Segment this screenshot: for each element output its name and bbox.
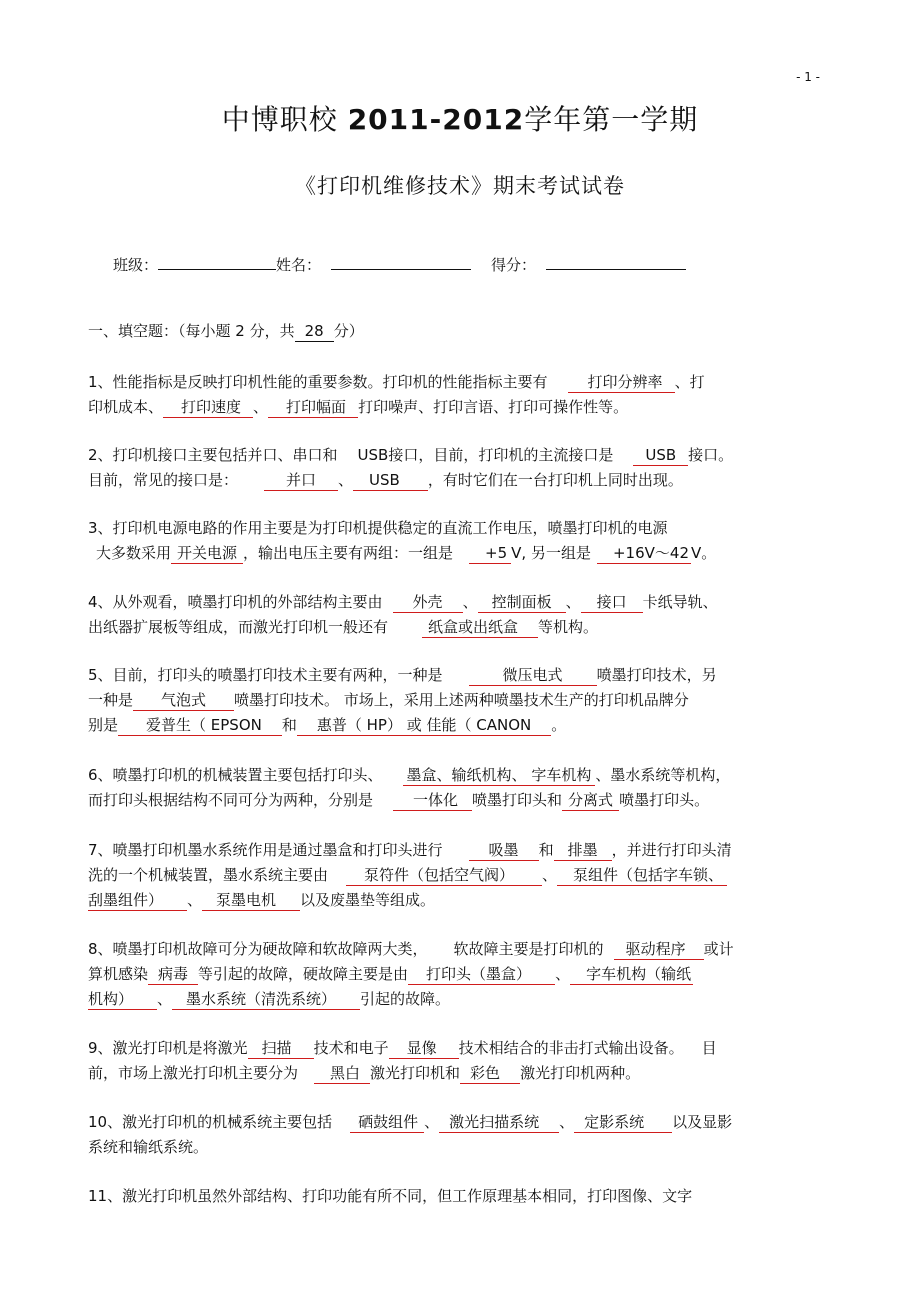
question-6: 6、喷墨打印机的机械装置主要包括打印头、 墨盒、输纸机构、 字车机构 、墨水系统等机构， 而打印头根据结构不同可分为两种，分别是 一体化 喷墨打印头和 分离式 喷墨打印头。 [88,766,731,809]
answer-blank: 纸盒或出纸盒 [422,617,538,638]
answer-blank: 控制面板 [478,592,566,613]
answer-blank: 打印速度 [163,397,253,418]
question-1: 1、性能指标是反映打印机性能的重要参数。打印机的性能指标主要有 打印分辨率 、打 印机成本、 打印速度 、 打印幅面 打印噪声、打印言语、打印可操作性等。 [88,373,705,416]
answer-blank: 开关电源 [171,543,243,564]
answer-blank: 外壳 [393,592,463,613]
question-9: 9、激光打印机是将激光 扫描 技术和电子 显像 技术相结合的非击打式输出设备。 目 前，市场上激光打印机主要分为 黑白 激光打印机和 彩色 激光打印机两种。 [88,1039,717,1082]
answer-blank: USB [633,445,688,466]
question-7: 7、喷墨打印机墨水系统作用是通过墨盒和打印头进行 吸墨 和 排墨 ，并进行打印头清 洗的一个机械装置，墨水系统主要由 泵符件（包括空气阀） 、 泵组件（包括字车锁、 刮墨组件） 、 泵墨电机 以及废墨垫等组成。 [88,841,732,909]
class-blank[interactable] [158,253,276,270]
page-number: - 1 - [796,70,820,84]
answer-blank: 定影系统 [574,1112,672,1133]
answer-blank: 刮墨组件） [88,890,187,911]
question-10: 10、激光打印机的机械系统主要包括 硒鼓组件 、 激光扫描系统 、 定影系统 以及显影 系统和输纸系统。 [88,1113,733,1156]
class-label: 班级： [113,256,159,274]
answer-blank: 打印分辨率 [568,372,675,393]
name-label: 姓名： [276,256,322,274]
name-blank[interactable] [331,253,471,270]
answer-blank: 吸墨 [469,840,539,861]
answer-blank: 微压电式 [469,665,597,686]
title-school: 中博职校 [221,103,338,136]
answer-blank: 排墨 [554,840,612,861]
question-5: 5、目前，打印头的喷墨打印技术主要有两种，一种是 微压电式 喷墨打印技术，另 一种是 气泡式 喷墨打印技术。 市场上，采用上述两种喷墨技术生产的打印机品牌分 别是 爱普生（ EPSON 和 惠普（ HP） 或 佳能（ CANON 。 [88,666,717,734]
answer-blank: +5 [469,543,511,564]
title-years: 2011-2012 [347,103,525,136]
question-4: 4、从外观看，喷墨打印机的外部结构主要由 外壳 、 控制面板 、 接口 卡纸导轨、 出纸器扩展板等组成，而激光打印机一般还有 纸盒或出纸盒 等机构。 [88,593,718,636]
answer-blank: 字车机构（输纸 [570,964,693,985]
answer-blank: 分离式 [562,790,619,811]
answer-blank: 硒鼓组件 [350,1112,424,1133]
answer-blank: 爱普生（ EPSON [118,715,282,736]
answer-blank: 一体化 [393,790,472,811]
answer-blank: 气泡式 [133,690,234,711]
answer-blank: 激光扫描系统 [439,1112,559,1133]
answer-blank: 显像 [389,1038,459,1059]
answer-blank: 墨盒、输纸机构、 字车机构 [403,765,596,786]
exam-subtitle: 《打印机维修技术》期末考试试卷 [295,174,625,198]
exam-title [0,98,920,138]
answer-blank: 打印幅面 [268,397,358,418]
answer-blank: 泵符件（包括空气阀） [346,865,542,886]
answer-blank: +16V～42 [597,543,691,564]
answer-blank: 墨水系统（清洗系统） [172,989,360,1010]
answer-blank: 机构） [88,989,157,1010]
section-heading: 一、填空题：（每小题 2 分，共 28 分） [88,322,364,340]
total-score: 28 [295,321,334,342]
answer-blank: 惠普（ HP） 或 佳能（ CANON [297,715,551,736]
question-11: 11、激光打印机虽然外部结构、打印功能有所不同，但工作原理基本相同，打印图像、文字 [88,1187,693,1205]
answer-blank: USB [353,470,428,491]
answer-blank: 并口 [264,470,338,491]
question-3: 3、打印机电源电路的作用主要是为打印机提供稳定的直流工作电压，喷墨打印机的电源 大多数采用 开关电源 ，输出电压主要有两组：一组是 +5 V, 另一组是 +16V～42 V。 [88,519,717,562]
title-term: 学年第一学期 [524,103,699,136]
answer-blank: 泵墨电机 [202,890,300,911]
score-label: 得分： [491,256,537,274]
answer-blank: 病毒 [148,964,198,985]
answer-blank: 彩色 [460,1063,520,1084]
question-2: 2、打印机接口主要包括并口、串口和 USB接口，目前，打印机的主流接口是 USB 接口。 目前，常见的接口是： 并口 、 USB ，有时它们在一台打印机上同时出现。 [88,446,734,489]
answer-blank: 泵组件（包括字车锁、 [557,865,727,886]
answer-blank: 黑白 [314,1063,370,1084]
answer-blank: 驱动程序 [614,939,704,960]
question-8: 8、喷墨打印机故障可分为硬故障和软故障两大类， 软故障主要是打印机的 驱动程序 或计 算机感染 病毒 等引起的故障，硬故障主要是由 打印头（墨盒） 、 字车机构（输纸 机构） 、 墨水系统（清洗系统） 引起的故障。 [88,940,734,1008]
answer-blank: 扫描 [248,1038,314,1059]
answer-blank: 打印头（墨盒） [408,964,555,985]
student-info-row [113,253,686,275]
score-blank[interactable] [546,253,686,270]
answer-blank: 接口 [581,592,643,613]
